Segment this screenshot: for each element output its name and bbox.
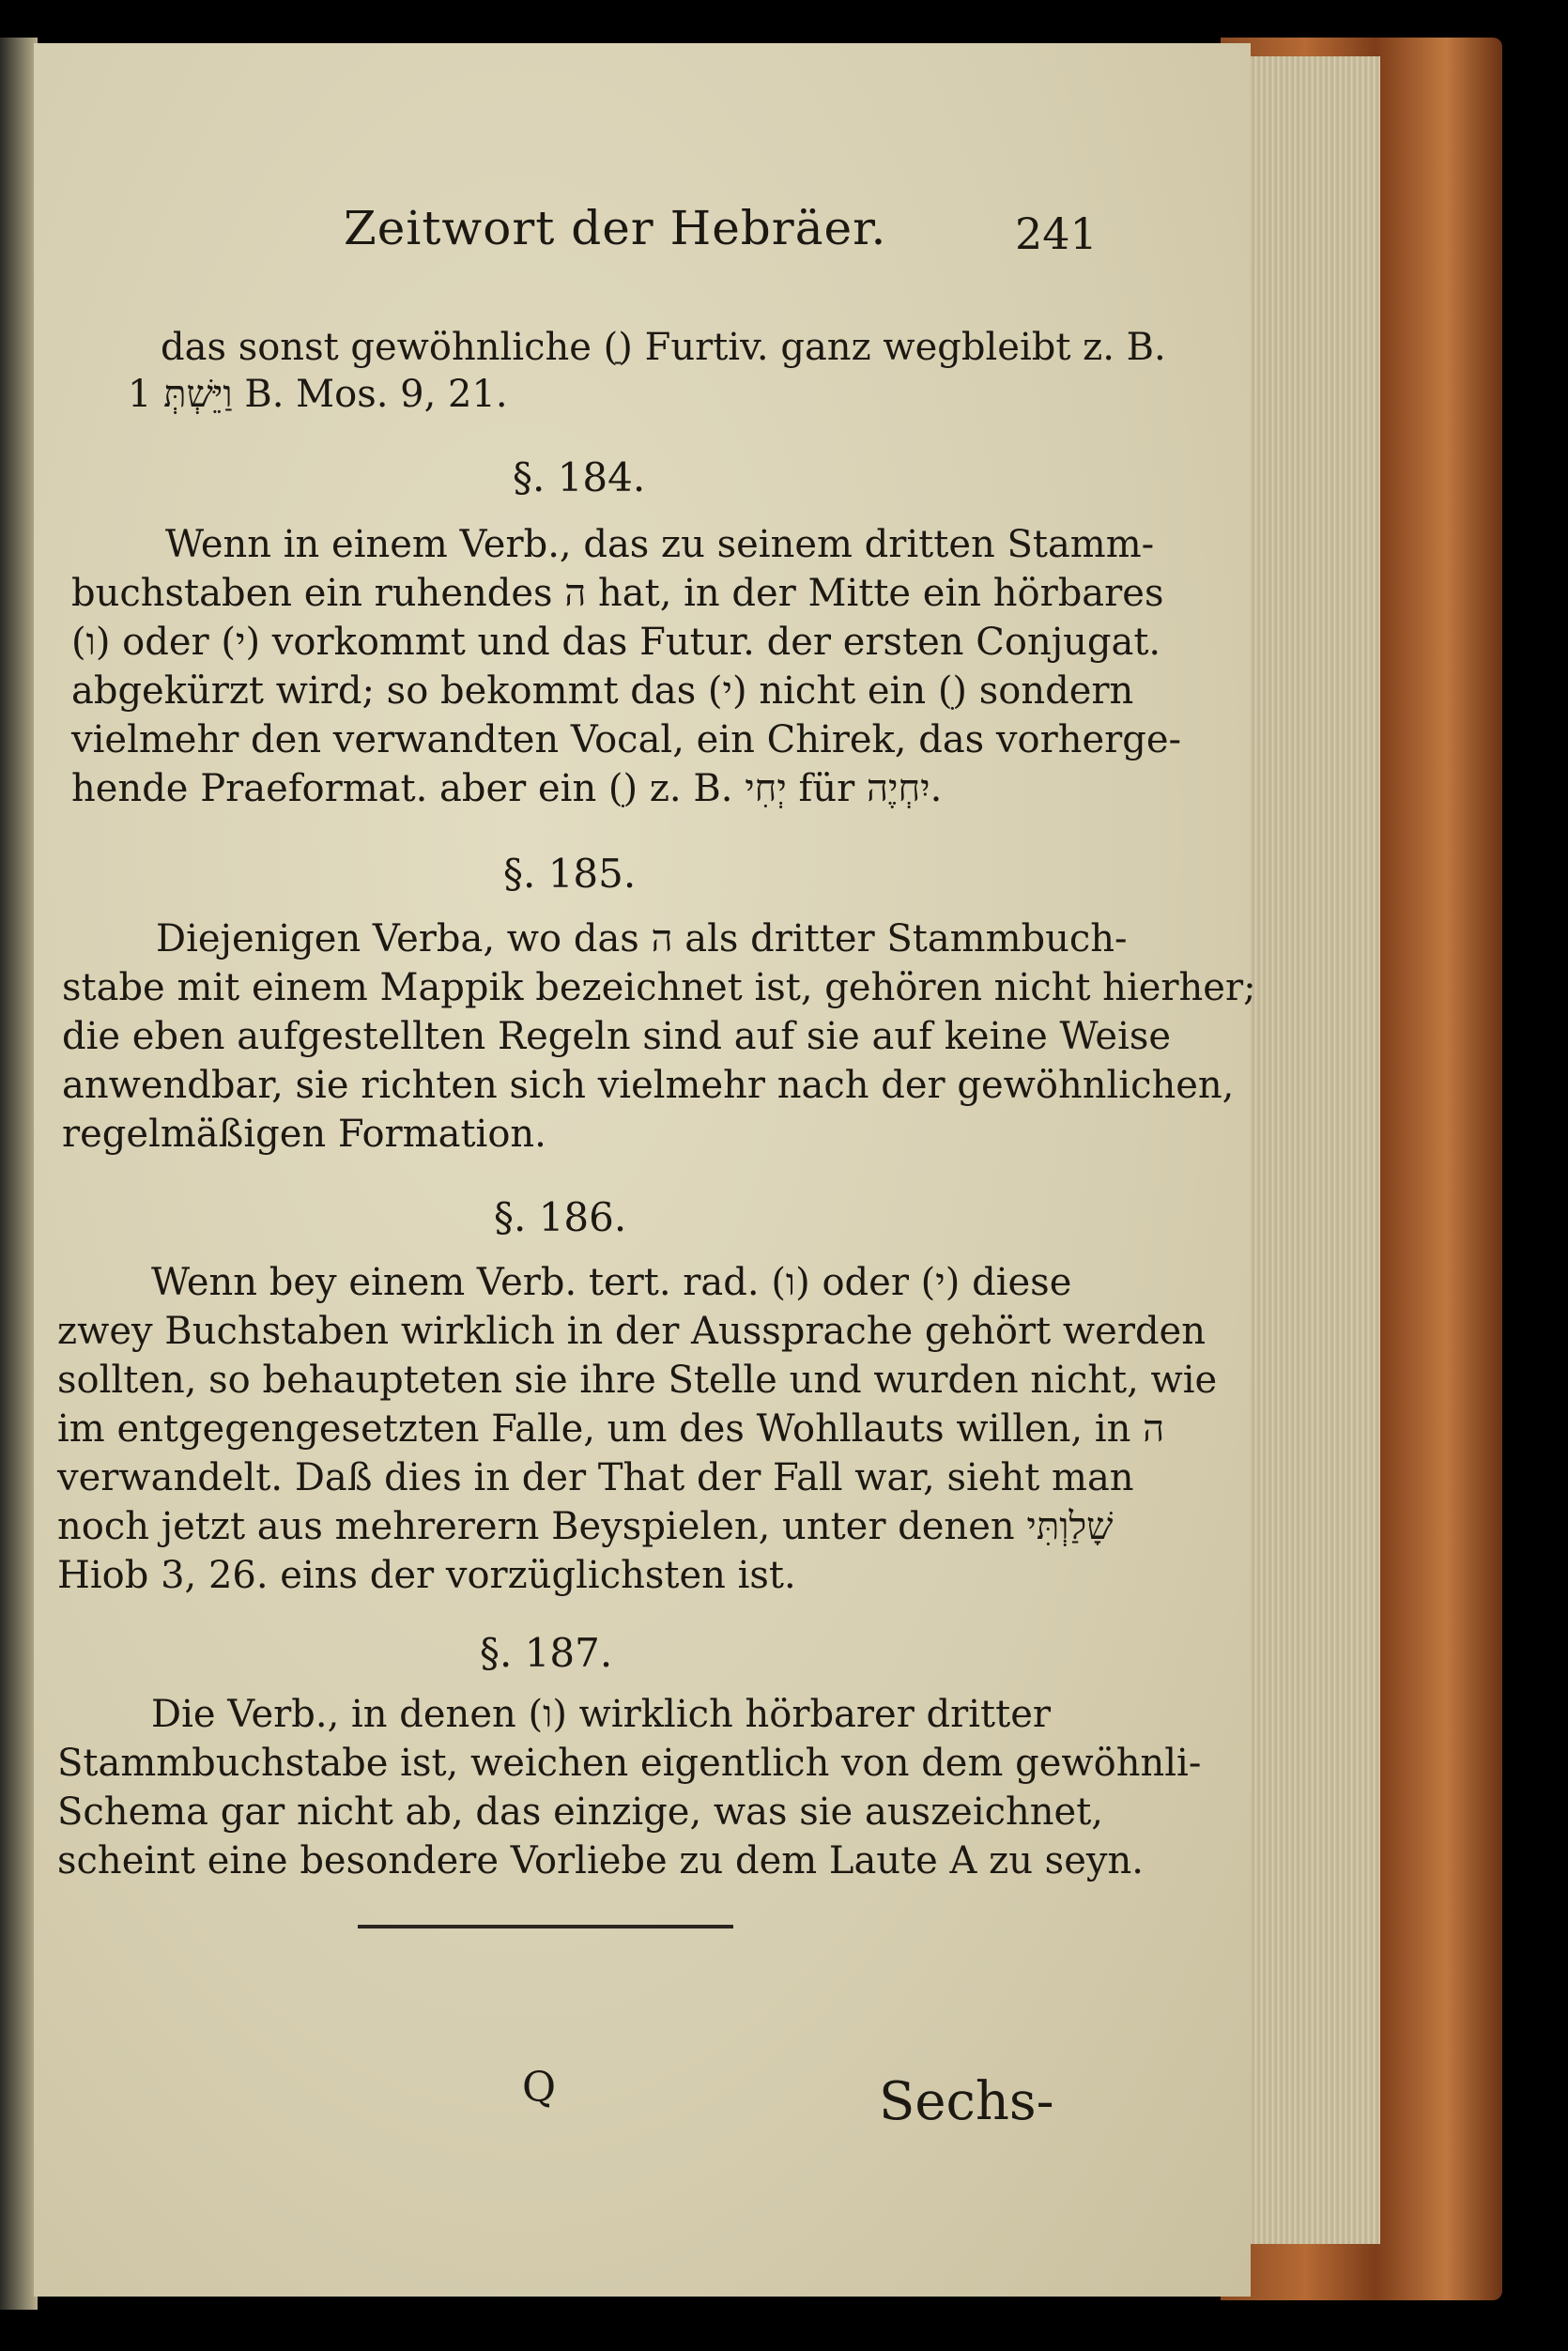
previous-page-edge [0, 38, 38, 2310]
text-line: Stammbuchstabe ist, weichen eigentlich von dem gewöhnli- [57, 1742, 1202, 1785]
section-heading: §. 187. [480, 1630, 613, 1676]
text-line: Diejenigen Verba, wo das ה als dritter Stammbuch- [156, 917, 1128, 960]
text-line: abgekürzt wird; so bekommt das (י) nicht ein (ִ) sondern [71, 669, 1134, 713]
text-line: hende Praeformat. aber ein (ִ) z. B. יְחִי für יִחְיֶה. [71, 767, 943, 810]
text-line: noch jetzt aus mehrerern Beyspielen, unter denen שָׁלַוְתִּי [57, 1505, 1114, 1548]
text-line: sollten, so behaupteten sie ihre Stelle und wurden nicht, wie [57, 1359, 1218, 1402]
text-line: verwandelt. Daß dies in der That der Fall war, sieht man [57, 1456, 1134, 1499]
text-line: (ו) oder (י) vorkommt und das Futur. der ersten Conjugat. [71, 621, 1161, 664]
closing-rule [358, 1925, 733, 1928]
text-line: buchstaben ein ruhendes ה hat, in der Mitte ein hörbares [71, 572, 1164, 615]
section-heading: §. 184. [513, 454, 646, 500]
text-line: stabe mit einem Mappik bezeichnet ist, gehören nicht hierher; [62, 966, 1256, 1009]
text-line: regelmäßigen Formation. [62, 1113, 546, 1156]
intro-line: das sonst gewöhnliche (ַ) Furtiv. ganz wegbleibt z. B. [161, 326, 1166, 369]
intro-line: וַיֵּשְׁתְּ 1 B. Mos. 9, 21. [128, 373, 508, 416]
page-number: 241 [1015, 208, 1098, 259]
signature-mark: Q [522, 2064, 557, 2112]
text-line: die eben aufgestellten Regeln sind auf sie auf keine Weise [62, 1015, 1172, 1058]
section-heading: §. 186. [494, 1194, 627, 1240]
section-heading: §. 185. [503, 851, 637, 897]
running-header: Zeitwort der Hebräer. [344, 201, 887, 255]
book-page [34, 43, 1256, 2297]
text-line: im entgegengesetzten Falle, um des Wohllauts willen, in ה [57, 1407, 1165, 1451]
text-line: Hiob 3, 26. eins der vorzüglichsten ist. [57, 1554, 796, 1597]
text-line: vielmehr den verwandten Vocal, ein Chirek, das vorherge- [71, 718, 1182, 761]
text-line: anwendbar, sie richten sich vielmehr nach der gewöhnlichen, [62, 1064, 1235, 1107]
text-line: Die Verb., in denen (ו) wirklich hörbarer dritter [151, 1693, 1051, 1736]
page-edges [1239, 56, 1380, 2244]
text-line: scheint eine besondere Vorliebe zu dem Laute A zu seyn. [57, 1839, 1144, 1882]
catchword: Sechs- [879, 2071, 1054, 2132]
text-line: zwey Buchstaben wirklich in der Aussprache gehört werden [57, 1310, 1206, 1353]
text-line: Wenn in einem Verb., das zu seinem dritten Stamm- [165, 523, 1155, 566]
text-line: Schema gar nicht ab, das einzige, was sie auszeichnet, [57, 1790, 1104, 1834]
text-line: Wenn bey einem Verb. tert. rad. (ו) oder (י) diese [151, 1261, 1072, 1304]
